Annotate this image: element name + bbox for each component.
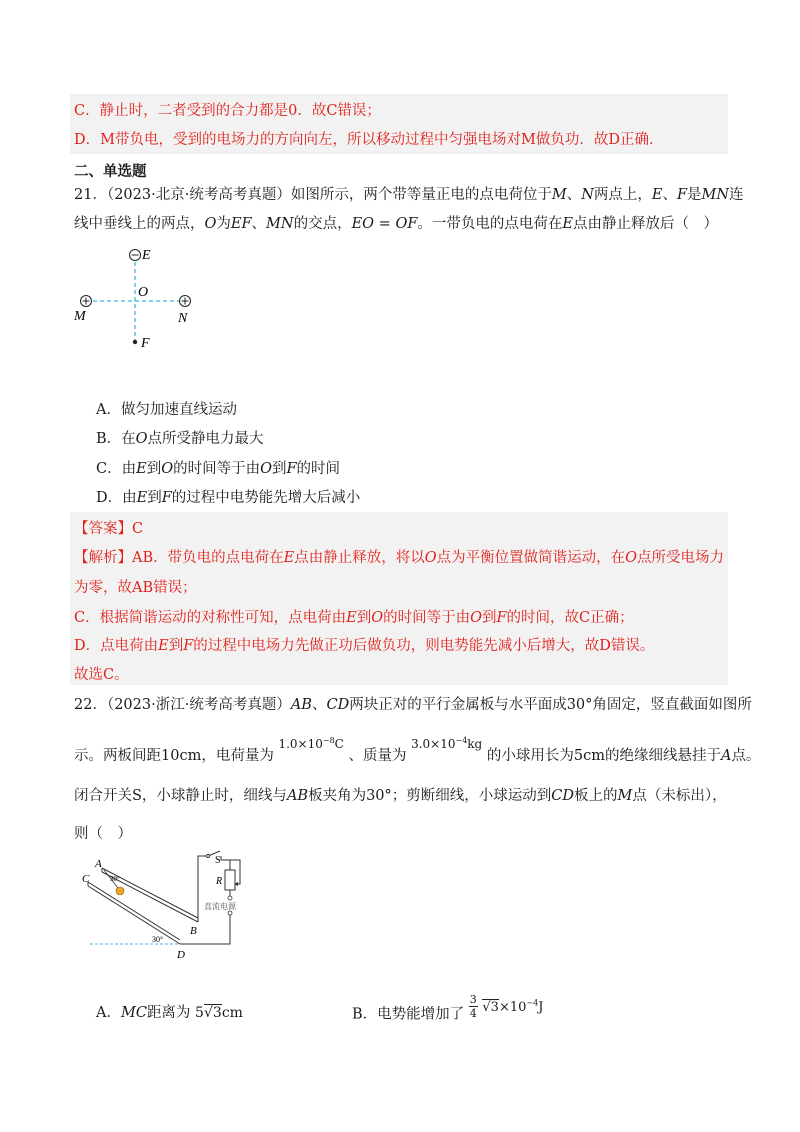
q21-option-a[interactable]: A．做匀加速直线运动: [96, 402, 237, 418]
q21-label-n: N: [178, 311, 188, 326]
q22-dc-source-terminal-bottom: [228, 911, 232, 915]
q22-option-b-fraction: $\frac{3}{4}$: [469, 993, 477, 1020]
q22-stem-line1: 22．（2023·浙江·统考高考真题）AB、CD两块正对的平行金属板与水平面成30°角固定，竖直截面如图所: [74, 697, 752, 713]
q21-figure: [70, 240, 210, 355]
q22-angle-label-bottom: 30°: [152, 935, 164, 944]
prev-analysis-d: D．M带负电，受到的电场力的方向向左，所以移动过程中匀强电场对M做负功．故D正确．: [74, 132, 664, 148]
q21-analysis-line5: 故选C。: [74, 667, 129, 683]
section-title: 二、单选题: [74, 163, 147, 180]
q22-angle-label-top: 30°: [110, 875, 120, 883]
q22-label-d: D: [177, 949, 185, 961]
q21-stem-line1: 21．（2023·北京·统考高考真题）如图所示，两个带等量正电的点电荷位于M、N两点上，E、F是MN连: [74, 187, 744, 203]
q21-answer-block: [70, 512, 728, 685]
q22-ball: [116, 887, 124, 895]
q21-point-f: [133, 340, 137, 344]
q22-dc-source-label: 直流电源: [204, 902, 236, 911]
q22-option-b[interactable]: B．电势能增加了 $\frac{3}{4}$ $√3\times 10^{-4}J$: [352, 993, 544, 1023]
q21-answer: 【答案】C: [74, 521, 144, 537]
q22-label-c: C: [82, 873, 90, 885]
q21-label-e: E: [142, 248, 151, 263]
q21-analysis-line4: D．点电荷由E到F的过程中电场力先做正功后做负功，则电势能先减小后增大，故D错误。: [74, 638, 655, 654]
q21-label-o: O: [138, 285, 149, 300]
q22-label-b: B: [190, 925, 197, 937]
q22-wire-cd: [180, 915, 230, 944]
q21-stem-line2: 线中垂线上的两点，O为EF、MN的交点，EO = OF。一带负电的点电荷在E点由静止释放后（ ）: [74, 216, 718, 232]
q22-plate-cd: [88, 882, 180, 940]
q22-label-a: A: [95, 858, 102, 870]
q22-label-r: R: [216, 876, 223, 887]
q22-figure: [80, 848, 260, 968]
q21-label-m: M: [74, 309, 86, 324]
prev-analysis-c: C．静止时，二者受到的合力都是0．故C错误；: [74, 103, 381, 119]
q21-option-b[interactable]: B．在O点所受静电力最大: [96, 431, 264, 447]
q21-option-d[interactable]: D．由E到F的过程中电势能先增大后减小: [96, 490, 361, 506]
q21-label-f: F: [141, 336, 150, 351]
q22-mass-value: 3.0×10−4kg: [411, 736, 483, 751]
q22-stem-line3: 闭合开关S，小球静止时，细线与AB板夹角为30°；剪断细线，小球运动到CD板上的M点（未标出），: [74, 788, 727, 804]
q22-stem-line4: 则（ ）: [74, 826, 132, 842]
q21-analysis-line1: 【解析】AB．带负电的点电荷在E点由静止释放，将以O点为平衡位置做简谐运动，在O点所受电场力: [74, 550, 725, 566]
q22-stem-line2: 示。两板间距10cm，电荷量为 $^{1.0\times 10^{-8}C}$ 、质量为 $^{3.0\times 10^{-4}kg}$ 的小球用长为5cm的绝缘细线悬挂于A点。: [74, 736, 761, 764]
q21-analysis-line3: C．根据简谐运动的对称性可知，点电荷由E到O的时间等于由O到F的时间，故C正确；: [74, 610, 634, 626]
q21-option-c[interactable]: C．由E到O的时间等于由O到F的时间: [96, 461, 341, 477]
q22-label-s: S: [215, 855, 221, 866]
q22-option-a[interactable]: A．MC距离为 5√3cm: [96, 1005, 243, 1021]
q22-dc-source-terminal-top: [228, 896, 232, 900]
q22-resistor-r: [225, 870, 235, 890]
q22-charge-value: 1.0×10−8C: [278, 736, 344, 751]
q21-analysis-line2: 为零，故AB错误；: [74, 580, 197, 596]
